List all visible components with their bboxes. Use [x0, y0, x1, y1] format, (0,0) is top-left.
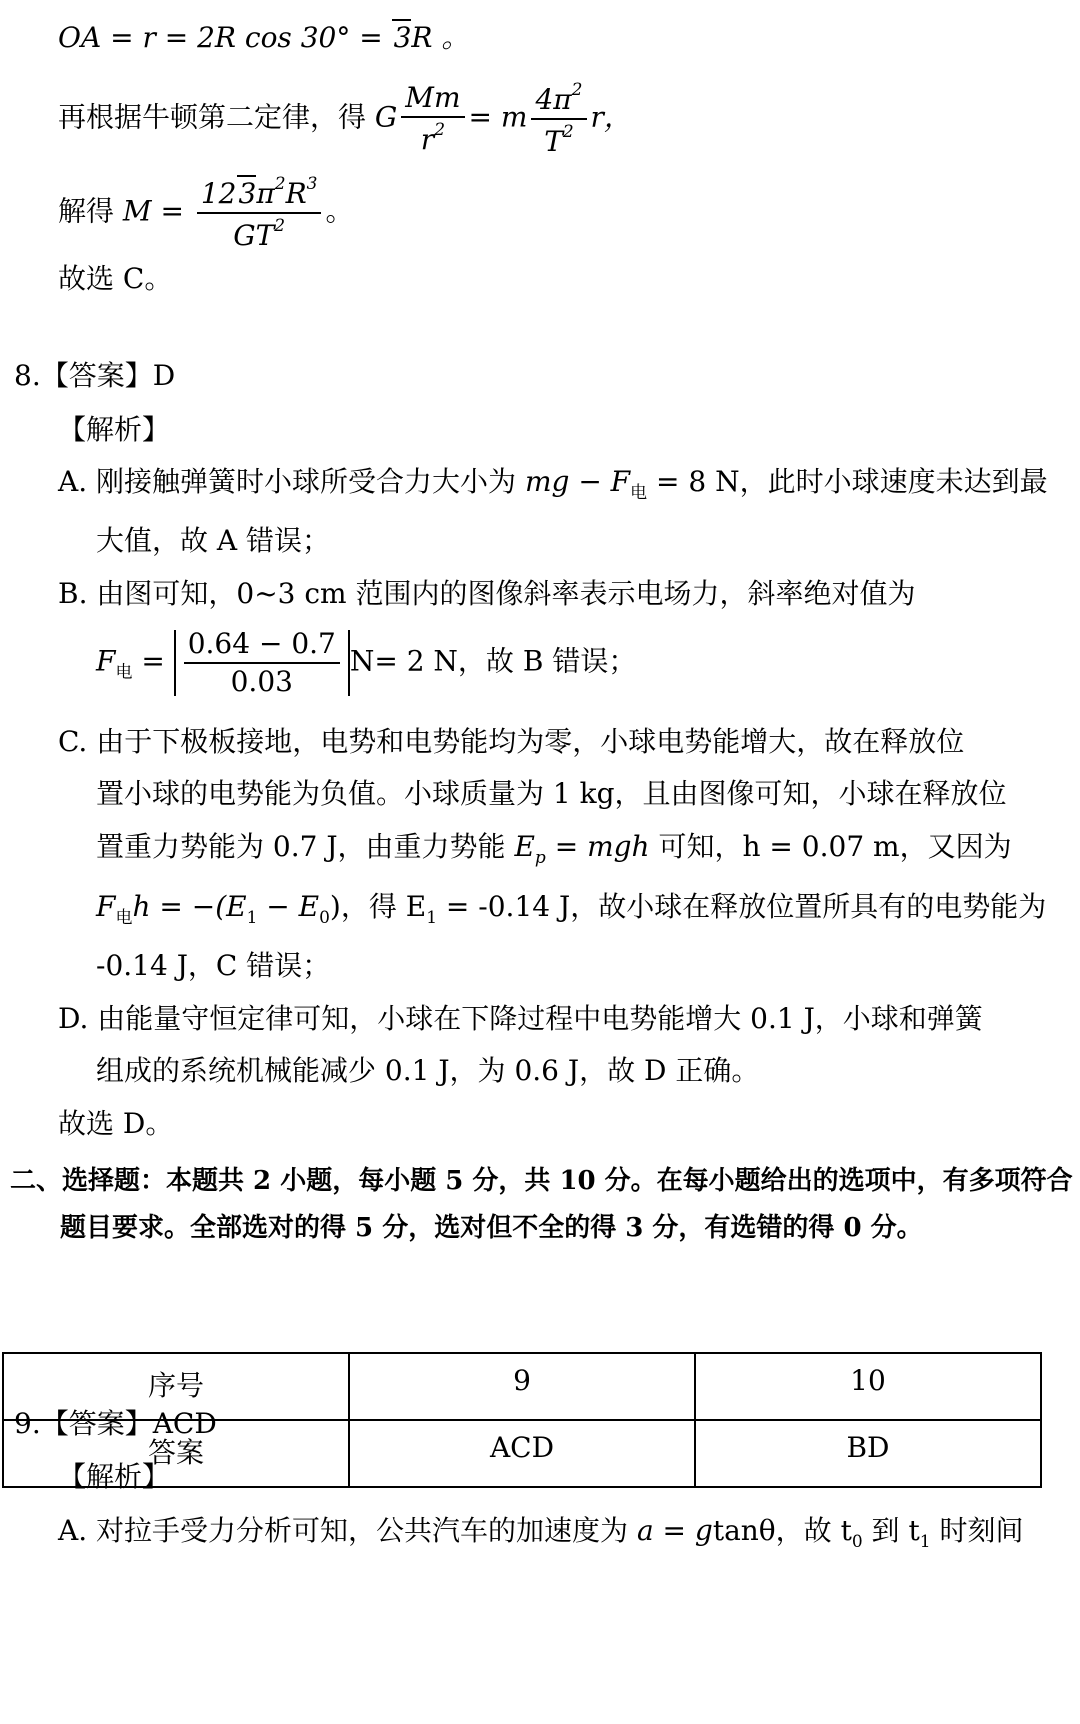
solve-equation: 解得 M = $\frac{123\pi^2R^3}{GT^2}$ 。: [58, 174, 354, 252]
table-cell: 序号: [3, 1353, 349, 1420]
q8-option-a-line1: A. 刚接触弹簧时小球所受合力大小为 mg − $F_电 = 8$ N，此时小球速度未达到最: [58, 465, 1048, 503]
q8-option-b-line1: B. 由图可知，0~3 cm 范围内的图像斜率表示电场力，斜率绝对值为: [58, 577, 916, 610]
q8-option-a-line2: 大值，故 A 错误；: [96, 524, 331, 557]
q8-analysis-label: 【解析】: [58, 413, 171, 446]
table-cell: BD: [695, 1420, 1041, 1487]
q9-analysis-label: 【解析】: [58, 1460, 171, 1493]
choose-c: 故选 C。: [58, 262, 173, 295]
table-cell: 10: [695, 1353, 1041, 1420]
q8-option-d-line1: D. 由能量守恒定律可知，小球在下降过程中电势能增大 0.1 J，小球和弹簧: [58, 1002, 983, 1035]
section2-heading-line1: 二、选择题：本题共 2 小题，每小题 5 分，共 10 分。在每小题给出的选项中，有多项符合: [10, 1166, 1073, 1196]
q8-option-c-line2: 置小球的电势能为负值。小球质量为 1 kg，且由图像可知，小球在释放位: [96, 777, 1007, 810]
table-cell: 答案: [3, 1420, 349, 1487]
newton-equation: 再根据牛顿第二定律，得 G $\frac{Mm}{r^2}$ = m $\frac{4\pi^2}{T^2}$ r，: [58, 80, 632, 158]
q8-option-c-line5: -0.14 J，C 错误；: [96, 949, 331, 982]
q8-option-c-line3: 置重力势能为 0.7 J，由重力势能 $E_p$ = mgh 可知，h = 0.07 m，又因为: [96, 830, 1012, 868]
q9-option-a-line1: A. 对拉手受力分析可知，公共汽车的加速度为 a = gtanθ，故 $t_0$ 到 $t_1$ 时刻间: [58, 1514, 1024, 1552]
section2-heading-line2: 题目要求。全部选对的得 5 分，选对但不全的得 3 分，有选错的得 0 分。: [60, 1213, 923, 1243]
choose-d: 故选 D。: [58, 1107, 174, 1140]
q9-answer-header: 9.【答案】ACD: [14, 1407, 217, 1440]
q8-option-c-line1: C. 由于下极板接地，电势和电势能均为零，小球电势能增大，故在释放位: [58, 725, 965, 758]
q8-option-d-line2: 组成的系统机械能减少 0.1 J，为 0.6 J，故 D 正确。: [96, 1054, 760, 1087]
q8-option-c-line4: $F_电h = -(E_1 - E_0)$，得 $E_1 = -0.14$ J，故小球在释放位置所具有的电势能为: [96, 890, 1047, 928]
table-cell: 9: [349, 1353, 695, 1420]
table-cell: ACD: [349, 1420, 695, 1487]
oa-equation: OA = r = 2R cos 30° = 3R 。: [58, 21, 470, 54]
q8-option-b-formula: $F_电$ = $\frac{0.64 - 0.7}{0.03}$ N= 2 N，故 B 错误；: [96, 627, 637, 698]
q8-answer-header: 8.【答案】D: [14, 359, 176, 392]
